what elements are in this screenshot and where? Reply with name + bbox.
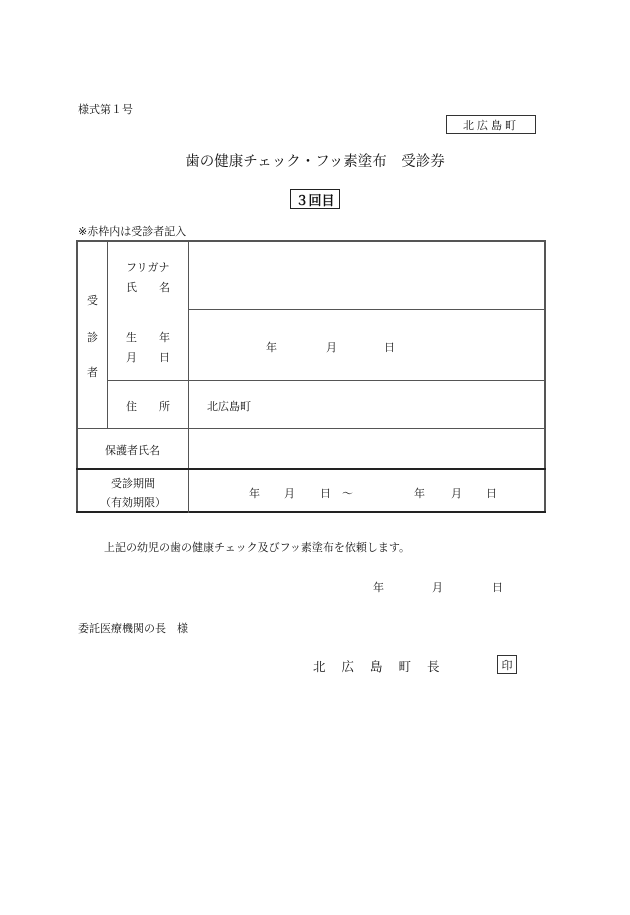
birth-year-unit: 年 [266,341,277,354]
birth-day-unit: 日 [384,341,395,354]
birth-label-line2: 月 日 [126,351,170,364]
town-label-box: 北広島町 [446,115,536,134]
red-frame-note: ※赤枠内は受診者記入 [78,225,187,238]
period-tilde: ～ [342,487,353,500]
name-field[interactable] [196,250,536,300]
period-start-year: 年 [249,487,260,500]
divider-after-birth [107,380,546,381]
table-border-bottom [76,511,546,513]
request-text: 上記の幼児の歯の健康チェック及びフッ素塗布を依頼します。 [104,541,411,554]
patient-form-table [76,240,546,513]
period-label-line2: （有効期限） [100,496,166,509]
addressee: 委託医療機関の長 様 [78,622,188,635]
guardian-label: 保護者氏名 [105,444,160,457]
section-char-3: 者 [87,366,98,379]
form-number: 様式第１号 [78,103,133,116]
address-value: 北広島町 [207,400,251,413]
guardian-name-field[interactable] [196,433,536,463]
period-start-day: 日 [320,487,331,500]
table-border-right [544,240,546,513]
date-year-unit: 年 [373,581,384,594]
table-border-left [76,240,78,513]
date-month-unit: 月 [432,581,443,594]
address-label: 住 所 [126,400,170,413]
divider-after-address [76,428,546,429]
divider-after-guardian [76,468,546,470]
round-label-box: ３回目 [290,189,340,209]
section-char-2: 診 [87,331,98,344]
divider-after-name [188,309,546,310]
section-char-1: 受 [87,294,98,307]
furigana-label: フリガナ [126,261,170,274]
period-end-year: 年 [414,487,425,500]
period-label-line1: 受診期間 [111,477,155,490]
table-border-top [76,240,546,242]
document-title: 歯の健康チェック・フッ素塗布 受診券 [185,154,445,170]
mayor-signature: 北広島町長 [313,659,456,674]
birth-month-unit: 月 [326,341,337,354]
birth-label-line1: 生 年 [126,331,170,344]
divider-section-label [107,240,108,428]
period-end-day: 日 [486,487,497,500]
name-label: 氏 名 [126,281,170,294]
seal-box: 印 [497,655,517,674]
date-day-unit: 日 [492,581,503,594]
period-end-month: 月 [451,487,462,500]
divider-value-column [188,240,189,513]
period-start-month: 月 [284,487,295,500]
